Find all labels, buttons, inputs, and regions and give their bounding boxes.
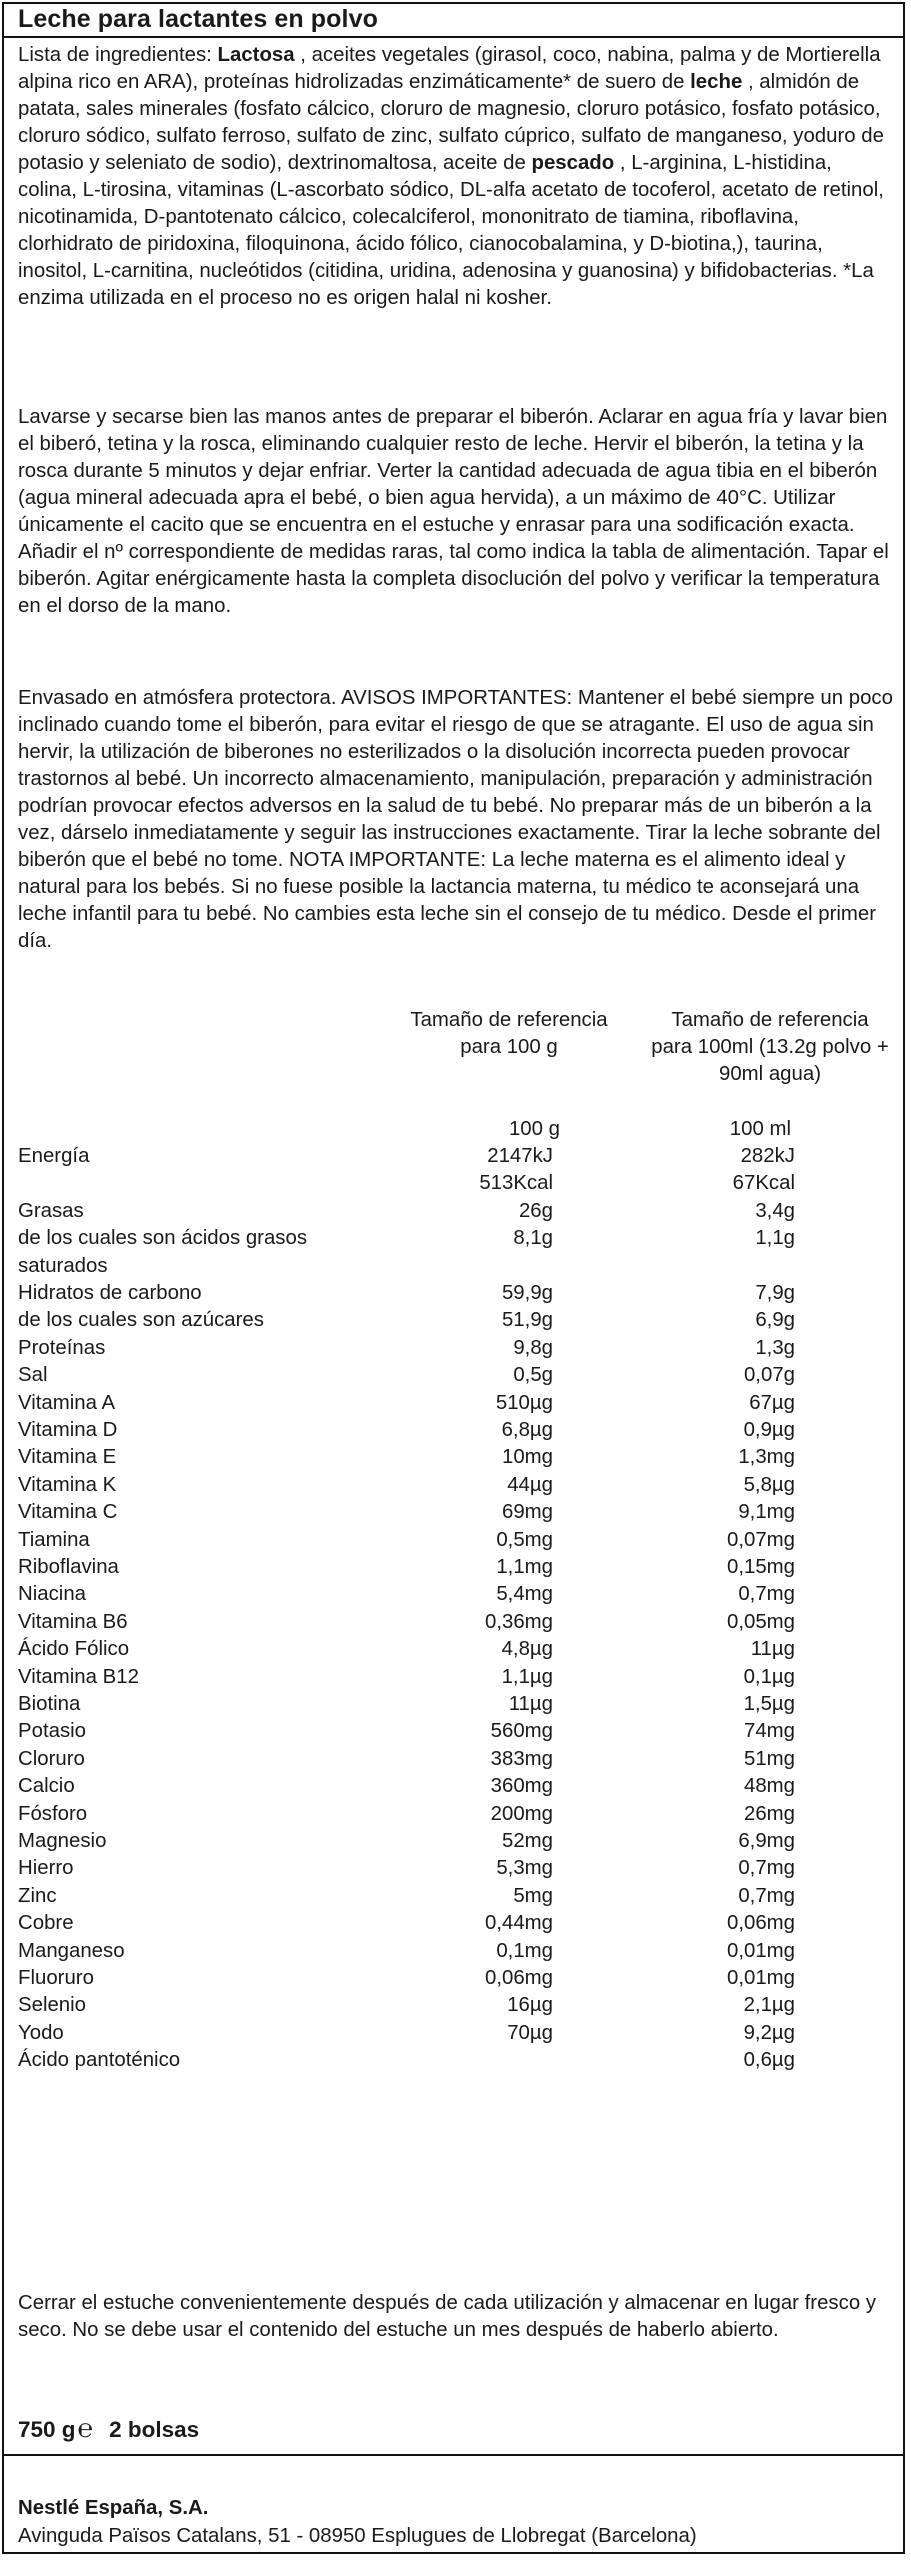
value-per-100ml: 7,9g — [755, 1282, 795, 1304]
value-per-100g: 51,9g — [501, 1309, 553, 1332]
page-title: Leche para lactantes en polvo — [2, 2, 905, 38]
value-per-100g: 200mg — [490, 1802, 553, 1825]
nutrient-name: Cloruro — [18, 1747, 85, 1770]
value-per-100g: 0,5mg — [496, 1528, 553, 1551]
nutrition-row — [18, 1280, 898, 1307]
nutrient-name: Biotina — [18, 1693, 81, 1715]
value-per-100g: 360mg — [490, 1775, 553, 1798]
nutrition-row — [18, 1965, 898, 1992]
value-per-100ml: 0,01mg — [726, 1939, 795, 1962]
nutrition-unit-row: 100 g 100 ml — [508, 1118, 791, 1140]
value-per-100g: 9,8g — [513, 1336, 553, 1359]
value-per-100ml: 0,6µg — [743, 2049, 795, 2072]
ingredients-text-2: , aceites vegetales (girasol, coco, nabina, palma y de Mortierella alpina rico en ARA), proteínas hidrolizadas enzimáticamente* de suero de — [18, 44, 881, 93]
nutrition-row — [18, 1390, 898, 1417]
nutrition-row — [18, 1828, 898, 1855]
nutrition-row — [18, 1691, 898, 1718]
value-per-100g: 10mg — [501, 1446, 553, 1469]
value-per-100ml: 1,3g — [755, 1336, 795, 1359]
value-per-100g: 513Kcal — [479, 1172, 553, 1195]
nutrition-row — [18, 1581, 898, 1608]
nutrition-row — [18, 1170, 898, 1197]
value-per-100ml: 5,8µg — [743, 1473, 795, 1496]
value-per-100ml: 3,4g — [755, 1199, 795, 1222]
nutrient-name: Calcio — [18, 1775, 75, 1798]
value-per-100g: 59,9g — [501, 1282, 553, 1304]
value-per-100g: 4,8µg — [501, 1638, 553, 1661]
nutrition-row — [18, 2047, 898, 2074]
nutrient-name: Zinc — [18, 1884, 57, 1907]
value-per-100g: 0,44mg — [484, 1912, 553, 1935]
value-per-100ml: 0,05mg — [726, 1610, 795, 1633]
value-per-100ml: 1,3mg — [738, 1446, 795, 1469]
value-per-100ml: 67Kcal — [732, 1172, 795, 1195]
value-per-100ml: 0,7mg — [738, 1884, 795, 1907]
nutrition-row — [18, 1444, 898, 1471]
value-per-100g: 5,3mg — [496, 1857, 553, 1880]
nutrient-name: Vitamina C — [18, 1501, 118, 1524]
ingredients-text-4: , L-arginina, L-histidina, colina, L-tirosina, vitaminas (L-ascorbato sódico, DL-alfa acetato de tocoferol, acetato de retinol, nicotinamida, D-pantotenato cálcico, colecalciferol, mononitrato de tiamina, riboflavina, clorhidrato de piridoxina, filoquinona, ácido fólico, cianocobalamina, y D-biotina,), taurina, inositol, L-carnitina, nucleótidos (citidina, uridina, adenosina y guanosina) y bifidobacterias. *La enzima utilizada en el proceso no es origen halal ni kosher. — [18, 152, 884, 309]
nutrient-name: Vitamina K — [18, 1473, 117, 1496]
net-quantity — [18, 2413, 199, 2444]
nutrient-name: de los cuales son ácidos grasos — [18, 1227, 308, 1250]
value-per-100g: 52mg — [501, 1830, 553, 1852]
value-per-100ml: 9,2µg — [743, 2021, 795, 2044]
value-per-100ml: 6,9g — [755, 1309, 795, 1332]
value-per-100ml: 51mg — [743, 1747, 795, 1770]
nutrient-name: Yodo — [18, 2021, 64, 2044]
nutrient-name: Vitamina B6 — [18, 1610, 128, 1633]
preparation-instructions: Lavarse y secarse bien las manos antes de preparar el biberón. Aclarar en agua fría y lavar bien el biberó, tetina y la rosca, eliminando cualquier resto de leche. Hervir el biberón, la tetina y la rosca durante 5 minutos y dejar enfriar. Verter la cantidad adecuada de agua tibia en el biberón (agua mineral adecuada apra el bebé, o bien agua hervida), a un máximo de 40°C. Utilizar únicamente el cacito que se encuentra en el estuche y enrasar para una sodificación exacta. Añadir el nº correspondiente de medidas raras, tal como indica la tabla de alimentación. Tapar el biberón. Agitar enérgicamente hasta la completa disoclución del polvo y verificar la temperatura en el dorso de la mano. — [18, 406, 889, 617]
nutrient-name: Riboflavina — [18, 1556, 119, 1578]
storage-instructions: Cerrar el estuche convenientemente después de cada utilización y almacenar en lugar fresco y seco. No se debe usar el contenido del estuche un mes después de haberlo abierto. — [18, 2292, 877, 2341]
value-per-100g: 1,1µg — [501, 1665, 553, 1688]
value-per-100ml: 0,06mg — [726, 1912, 795, 1935]
nutrient-name: Vitamina B12 — [18, 1665, 139, 1688]
nutrient-name: Fósforo — [18, 1802, 88, 1825]
value-per-100g: 5mg — [513, 1884, 553, 1907]
nutrient-name: Vitamina D — [18, 1419, 118, 1441]
value-per-100g: 0,06mg — [484, 1967, 553, 1989]
value-per-100g: 8,1g — [513, 1227, 553, 1250]
value-per-100g: 2147kJ — [487, 1145, 553, 1167]
value-per-100ml: 0,07mg — [726, 1528, 795, 1551]
nutrient-name: Manganeso — [18, 1939, 125, 1962]
nutrient-name: Selenio — [18, 1994, 87, 2017]
nutrient-name: Energía — [18, 1145, 90, 1167]
value-per-100g: 560mg — [490, 1720, 553, 1743]
value-per-100ml: 0,15mg — [726, 1556, 795, 1578]
nutrient-name: Sal — [18, 1364, 48, 1387]
nutrient-name: Fluoruro — [18, 1967, 94, 1989]
nutrient-name: Cobre — [18, 1912, 74, 1935]
nutrition-row — [18, 1664, 898, 1691]
value-per-100ml: 0,1µg — [743, 1665, 795, 1688]
nutrition-row — [18, 1499, 898, 1526]
warnings-text: Envasado en atmósfera protectora. AVISOS IMPORTANTES: Mantener el bebé siempre un poco inclinado cuando tome el biberón, para evitar el riesgo de que se atragante. El uso de agua sin hervir, la utilización de biberones no esterilizados o la disolución incorrecta pueden provocar trastornos al bebé. Un incorrecto almacenamiento, manipulación, preparación y administración podrían provocar efectos adversos en la salud de tu bebé. No preparar más de un biberón a la vez, dárselo inmediatamente y seguir las instrucciones exactamente. Tirar la leche sobrante del biberón que el bebé no tome. NOTA IMPORTANTE: La leche materna es el alimento ideal y natural para los bebés. Si no fuese posible la lactancia materna, tu médico te aconsejará una leche infantil para tu bebé. No cambies esta leche sin el consejo de tu médico. Desde el primer día. — [18, 687, 893, 952]
ingredients-text-3: , almidón de patata, sales minerales (fosfato cálcico, cloruro de magnesio, cloruro potásico, fosfato potásico, cloruro sódico, sulfato ferroso, sulfato de zinc, sulfato cúprico, sulfato de manganeso, yoduro de potasio y seleniato de sodio), dextrinomaltosa, aceite de — [18, 71, 884, 174]
nutrition-row — [18, 1609, 898, 1636]
value-per-100ml: 282kJ — [740, 1145, 795, 1167]
nutrition-row — [18, 1746, 898, 1773]
nutrient-name: Tiamina — [18, 1528, 90, 1551]
ingredients-text-1: Lista de ingredientes: — [18, 44, 218, 66]
value-per-100ml: 0,7mg — [738, 1583, 795, 1606]
nutrition-row — [18, 1417, 898, 1444]
value-per-100ml: 0,7mg — [738, 1857, 795, 1880]
value-per-100ml: 0,07g — [743, 1364, 795, 1387]
nutrition-row — [18, 1362, 898, 1389]
nutrition-row — [18, 1883, 898, 1910]
allergen-pescado: pescado — [531, 152, 615, 174]
nutrition-row — [18, 1253, 898, 1280]
nutrient-name: Proteínas — [18, 1336, 106, 1359]
value-per-100ml: 48mg — [743, 1775, 795, 1798]
nutrient-name: Magnesio — [18, 1830, 107, 1852]
nutrition-row — [18, 1773, 898, 1800]
manufacturer-name: Nestlé España, S.A. — [18, 2497, 209, 2519]
nutrition-header-per-100g: Tamaño de referencia para 100 g — [410, 1009, 608, 1058]
nutrition-row — [18, 1855, 898, 1882]
nutrition-row — [18, 2020, 898, 2047]
value-per-100ml: 0,9µg — [743, 1419, 795, 1441]
nutrient-name: Grasas — [18, 1199, 84, 1222]
package-count: 2 bolsas — [109, 2417, 200, 2442]
value-per-100ml: 67µg — [749, 1391, 795, 1414]
nutrition-row — [18, 1143, 898, 1170]
nutrition-row — [18, 1718, 898, 1745]
nutrient-name: Niacina — [18, 1583, 87, 1606]
nutrient-name: saturados — [18, 1254, 108, 1277]
nutrient-name: de los cuales son azúcares — [18, 1309, 264, 1332]
value-per-100ml: 6,9mg — [738, 1830, 795, 1852]
manufacturer-address: Avinguda Països Catalans, 51 - 08950 Esplugues de Llobregat (Barcelona) — [18, 2525, 697, 2547]
nutrition-row — [18, 1938, 898, 1965]
value-per-100g: 70µg — [507, 2021, 553, 2044]
value-per-100ml: 9,1mg — [738, 1501, 795, 1524]
value-per-100ml: 2,1µg — [743, 1994, 795, 2017]
nutrition-row — [18, 1335, 898, 1362]
nutrient-name: Vitamina A — [18, 1391, 116, 1414]
nutrient-name: Ácido pantoténico — [18, 2049, 181, 2072]
value-per-100g: 0,5g — [513, 1364, 553, 1387]
nutrient-name: Ácido Fólico — [18, 1638, 130, 1661]
divider — [2, 2454, 905, 2456]
nutrition-row — [18, 1910, 898, 1937]
value-per-100g: 26g — [518, 1199, 553, 1222]
nutrient-name: Hidratos de carbono — [18, 1282, 202, 1304]
value-per-100ml: 1,1g — [755, 1227, 795, 1250]
value-per-100g: 69mg — [501, 1501, 553, 1524]
nutrition-row — [18, 1198, 898, 1225]
value-per-100g: 1,1mg — [496, 1556, 553, 1578]
nutrient-name: Potasio — [18, 1720, 87, 1743]
nutrition-row — [18, 1801, 898, 1828]
nutrition-row — [18, 1527, 898, 1554]
value-per-100g: 0,1mg — [496, 1939, 553, 1962]
nutrition-row — [18, 1636, 898, 1663]
value-per-100g: 11µg — [508, 1693, 553, 1715]
value-per-100g: 5,4mg — [496, 1583, 553, 1606]
nutrition-row — [18, 1554, 898, 1581]
value-per-100ml: 1,5µg — [743, 1693, 795, 1715]
nutrition-row — [18, 1307, 898, 1334]
nutrition-row — [18, 1472, 898, 1499]
net-weight: 750 g — [18, 2417, 76, 2442]
allergen-lactosa: Lactosa — [217, 44, 295, 66]
value-per-100g: 0,36mg — [484, 1610, 553, 1633]
value-per-100g: 44µg — [507, 1473, 553, 1496]
nutrient-name: Vitamina E — [18, 1446, 117, 1469]
nutrient-name: Hierro — [18, 1857, 74, 1880]
allergen-leche: leche — [690, 71, 743, 93]
ingredients-list — [18, 42, 894, 312]
nutrition-row — [18, 1992, 898, 2019]
estimated-sign: ℮ — [77, 2413, 94, 2443]
nutrition-header-per-100ml: Tamaño de referencia para 100ml (13.2g polvo + 90ml agua) — [651, 1009, 889, 1085]
value-per-100ml: 11µg — [750, 1638, 795, 1661]
nutrition-row — [18, 1225, 898, 1252]
value-per-100ml: 74mg — [743, 1720, 795, 1743]
value-per-100g: 510µg — [495, 1391, 553, 1414]
value-per-100ml: 0,01mg — [726, 1967, 795, 1989]
value-per-100g: 6,8µg — [501, 1419, 553, 1441]
value-per-100g: 16µg — [507, 1994, 553, 2017]
value-per-100ml: 26mg — [743, 1802, 795, 1825]
value-per-100g: 383mg — [490, 1747, 553, 1770]
